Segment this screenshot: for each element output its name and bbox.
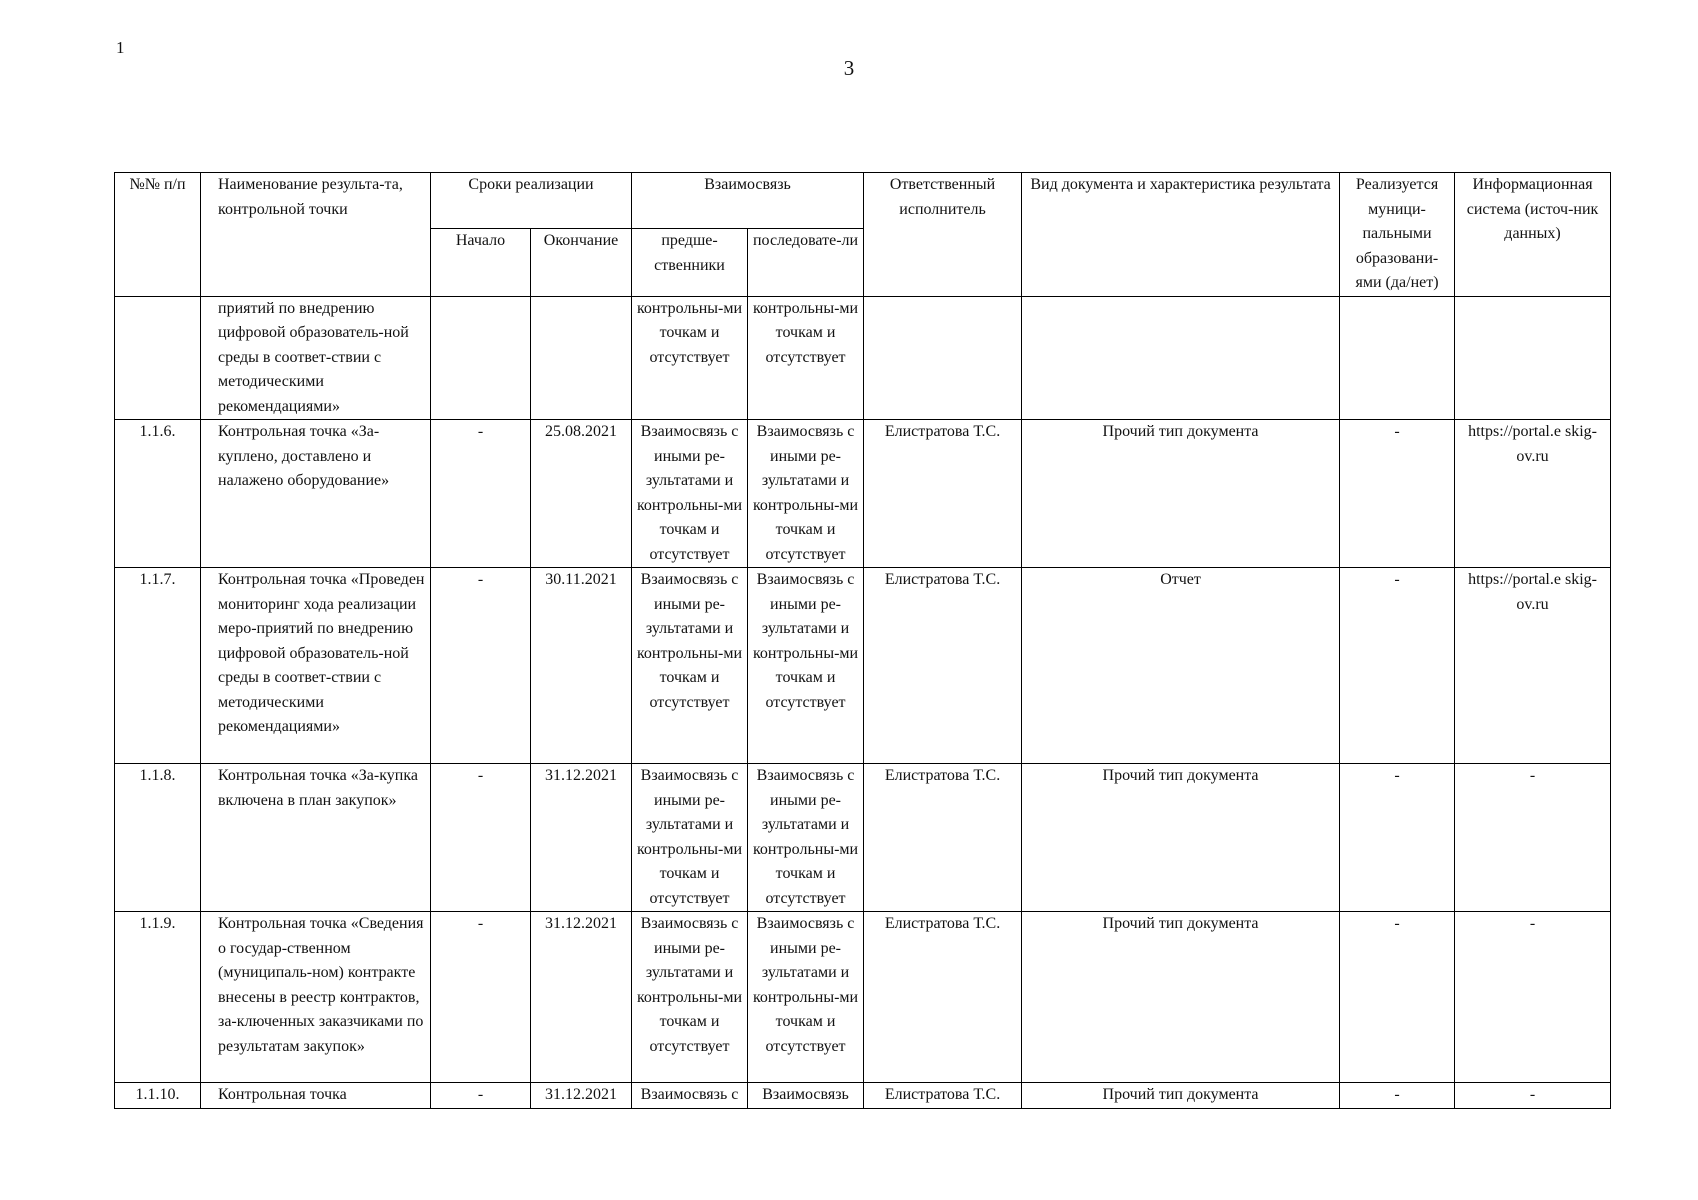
row-successors: Взаимосвязь [748,1083,864,1109]
row-successors: Взаимосвязь с иными ре-зультатами и контрольны-ми точкам и отсутствует [748,764,864,912]
row-successors: контрольны-ми точкам и отсутствует [748,296,864,420]
header-predecessors: предше-ственники [632,229,748,296]
row-end [531,296,632,420]
row-info-system: https://portal.e skig-ov.ru [1455,568,1611,764]
row-name: Контрольная точка «За-купка включена в план закупок» [201,764,431,912]
table-header [115,173,1611,297]
row-predecessors: Взаимосвязь с иными ре-зультатами и контрольны-ми точкам и отсутствует [632,420,748,568]
row-start: - [431,420,531,568]
plan-table [114,172,1611,1109]
header-name: Наименование результа-та, контрольной точки [201,173,431,297]
row-predecessors: контрольны-ми точкам и отсутствует [632,296,748,420]
row-responsible: Елистратова Т.С. [864,1083,1022,1109]
row-num: 1.1.7. [115,568,201,764]
row-start [431,296,531,420]
table-row [115,568,1611,764]
row-municipal [1340,296,1455,420]
table-body [115,296,1611,1108]
row-num: 1.1.10. [115,1083,201,1109]
row-num: 1.1.9. [115,912,201,1083]
table-row [115,420,1611,568]
table-row [115,296,1611,420]
row-info-system: https://portal.e skig-ov.ru [1455,420,1611,568]
row-doc-type [1022,296,1340,420]
row-predecessors: Взаимосвязь с иными ре-зультатами и контрольны-ми точкам и отсутствует [632,912,748,1083]
table-row [115,1083,1611,1109]
header-end: Окончание [531,229,632,296]
row-municipal: - [1340,568,1455,764]
row-responsible: Елистратова Т.С. [864,764,1022,912]
header-start: Начало [431,229,531,296]
row-municipal: - [1340,764,1455,912]
row-doc-type: Прочий тип документа [1022,1083,1340,1109]
row-start: - [431,764,531,912]
row-municipal: - [1340,912,1455,1083]
row-successors: Взаимосвязь с иными ре-зультатами и контрольны-ми точкам и отсутствует [748,420,864,568]
row-doc-type: Прочий тип документа [1022,912,1340,1083]
row-responsible: Елистратова Т.С. [864,420,1022,568]
row-predecessors: Взаимосвязь с иными ре-зультатами и контрольны-ми точкам и отсутствует [632,764,748,912]
row-doc-type: Отчет [1022,568,1340,764]
row-successors: Взаимосвязь с иными ре-зультатами и контрольны-ми точкам и отсутствует [748,568,864,764]
row-num: 1.1.8. [115,764,201,912]
header-terms: Сроки реализации [431,173,632,229]
row-end: 31.12.2021 [531,764,632,912]
row-info-system: - [1455,1083,1611,1109]
header-municipal: Реализуется муници-пальными образовани-ями (да/нет) [1340,173,1455,297]
row-name: Контрольная точка [201,1083,431,1109]
row-end: 31.12.2021 [531,912,632,1083]
header-doc-type: Вид документа и характеристика результата [1022,173,1340,297]
row-predecessors: Взаимосвязь с иными ре-зультатами и контрольны-ми точкам и отсутствует [632,568,748,764]
row-name: Контрольная точка «Проведен мониторинг хода реализации меро-приятий по внедрению цифровой образователь-ной среды в соответ-ствии с методическими рекомендациями» [201,568,431,764]
row-num [115,296,201,420]
row-info-system: - [1455,764,1611,912]
header-info-system: Информационная система (источ-ник данных) [1455,173,1611,297]
table-row [115,912,1611,1083]
row-predecessors: Взаимосвязь с [632,1083,748,1109]
row-start: - [431,568,531,764]
corner-number: 1 [116,38,125,57]
row-municipal: - [1340,1083,1455,1109]
row-successors: Взаимосвязь с иными ре-зультатами и контрольны-ми точкам и отсутствует [748,912,864,1083]
row-num: 1.1.6. [115,420,201,568]
row-end: 31.12.2021 [531,1083,632,1109]
row-municipal: - [1340,420,1455,568]
row-responsible [864,296,1022,420]
row-end: 25.08.2021 [531,420,632,568]
row-info-system: - [1455,912,1611,1083]
row-name: Контрольная точка «Сведения о государ-ственном (муниципаль-ном) контракте внесены в реестр контрактов, за-ключенных заказчиками по результатам закупок» [201,912,431,1083]
row-doc-type: Прочий тип документа [1022,420,1340,568]
row-name: приятий по внедрению цифровой образователь-ной среды в соответ-ствии с методическими рекомендациями» [201,296,431,420]
header-num: №№ п/п [115,173,201,297]
row-start: - [431,912,531,1083]
row-name: Контрольная точка «За-куплено, доставлено и налажено оборудование» [201,420,431,568]
header-relation: Взаимосвязь [632,173,864,229]
row-end: 30.11.2021 [531,568,632,764]
row-start: - [431,1083,531,1109]
header-responsible: Ответственный исполнитель [864,173,1022,297]
row-info-system [1455,296,1611,420]
header-successors: последовате-ли [748,229,864,296]
page-number: 3 [843,56,855,80]
row-responsible: Елистратова Т.С. [864,912,1022,1083]
table-row [115,764,1611,912]
row-doc-type: Прочий тип документа [1022,764,1340,912]
row-responsible: Елистратова Т.С. [864,568,1022,764]
